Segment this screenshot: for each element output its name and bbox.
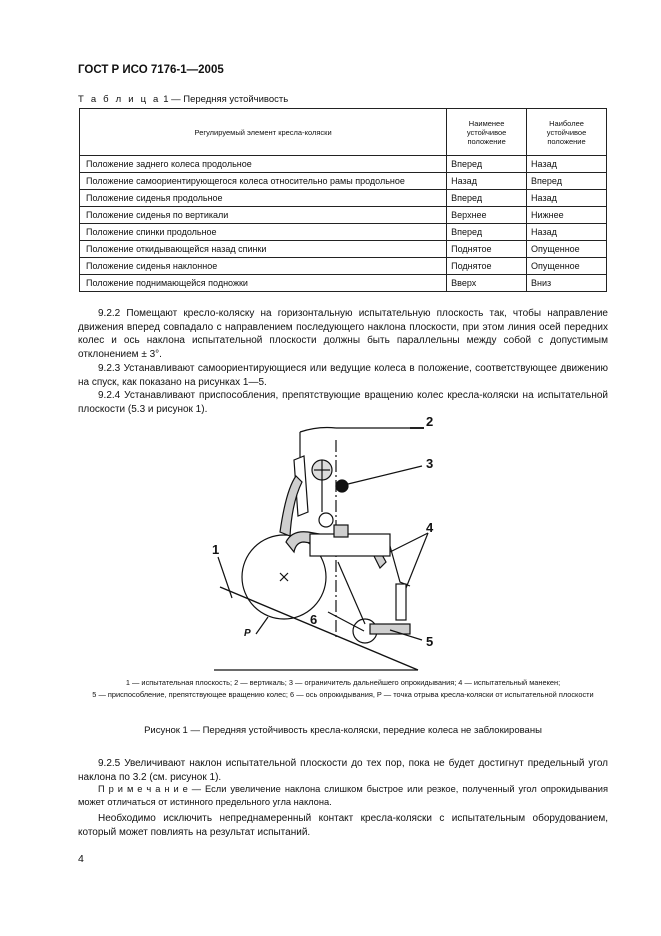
- table-cell: Назад: [447, 173, 527, 190]
- table-row: [80, 275, 607, 292]
- leader-4a: [390, 533, 428, 552]
- figure-label-6: 6: [310, 612, 318, 627]
- table-cell: Положение спинки продольное: [80, 224, 447, 241]
- table-caption-prefix: Т а б л и ц а: [78, 94, 161, 105]
- table-cell: Вверх: [447, 275, 527, 292]
- figure-caption: Рисунок 1 — Передняя устойчивость кресла-коляски, передние колеса не заблокированы: [144, 725, 542, 736]
- table-cell: Вперед: [527, 173, 607, 190]
- mannequin-leg: [390, 546, 410, 586]
- angle-arc: [300, 428, 336, 433]
- figure-label-1: 1: [212, 542, 220, 557]
- leader-p: [256, 617, 268, 634]
- table-cell: Вперед: [447, 224, 527, 241]
- table-cell: Положение сиденья продольное: [80, 190, 447, 207]
- note-block: [78, 783, 608, 809]
- stability-table: [79, 108, 607, 292]
- table-cell: Положение самоориентирующегося колеса относительно рамы продольное: [80, 173, 447, 190]
- table-cell: Опущенное: [527, 258, 607, 275]
- mannequin-body: [310, 534, 390, 556]
- table-cell: Вперед: [447, 156, 527, 173]
- figure-label-2: 2: [426, 414, 434, 429]
- table-cell: Поднятое: [447, 241, 527, 258]
- document-header: ГОСТ Р ИСО 7176-1—2005: [78, 64, 224, 76]
- table-cell: Вперед: [447, 190, 527, 207]
- leader-3: [348, 466, 422, 484]
- table-row: [80, 173, 607, 190]
- leader-1: [218, 557, 232, 598]
- leader-4b: [406, 533, 428, 588]
- table-row: [80, 241, 607, 258]
- table-cell: Назад: [527, 156, 607, 173]
- figure-label-p: P: [244, 628, 251, 639]
- figure-label-4: 4: [426, 520, 434, 535]
- mannequin-foot: [396, 584, 406, 620]
- table-cell: Нижнее: [527, 207, 607, 224]
- limiter-knob: [336, 480, 348, 492]
- table-cell: Положение сиденья наклонное: [80, 258, 447, 275]
- page-number: 4: [78, 853, 84, 865]
- table-caption: [78, 94, 288, 105]
- table-cell: Положение сиденья по вертикали: [80, 207, 447, 224]
- table-row: [80, 224, 607, 241]
- paragraph-9-2-2: 9.2.2 Помещают кресло-коляску на горизонтальную испытательную плоскость так, чтобы направление движения вперед совпадало с направлением последующего наклона плоскости, при этом линия осей передних колес и ось наклона испытательной плоскости должны быть параллельны между собой с допустимым отклонением ± 3°.: [78, 308, 608, 360]
- table-cell: Положение заднего колеса продольное: [80, 156, 447, 173]
- table-row: [80, 156, 607, 173]
- paragraph-final: Необходимо исключить непреднамеренный контакт кресла-коляски с испытательным оборудованием, который может повлиять на результат испытаний.: [78, 813, 608, 838]
- table-row: [80, 190, 607, 207]
- table-cell: Вниз: [527, 275, 607, 292]
- paragraph-9-2-4: 9.2.4 Устанавливают приспособления, препятствующие вращению колес кресла-коляски на испытательной плоскости (5.3 и рисунок 1).: [78, 390, 608, 415]
- wheel-chock: [370, 624, 410, 634]
- table-cell: Назад: [527, 190, 607, 207]
- limiter-bracket: [334, 525, 348, 537]
- table-header-row: [80, 109, 607, 156]
- table-cell: Опущенное: [527, 241, 607, 258]
- figure-legend-line-1: 1 — испытательная плоскость; 2 — вертикаль; 3 — ограничитель дальнейшего опрокидывания; 4 — испытательный манекен;: [125, 678, 561, 687]
- figure-label-3: 3: [426, 456, 434, 471]
- support-bar: [338, 562, 365, 624]
- paragraph-9-2-5: 9.2.5 Увеличивают наклон испытательной плоскости до тех пор, пока не будет достигнут предельный угол наклона по 3.2 (см. рисунок 1).: [78, 758, 608, 783]
- table-caption-title: 1 — Передняя устойчивость: [163, 94, 289, 105]
- limiter-pivot: [319, 513, 333, 527]
- table-cell: Положение поднимающейся подножки: [80, 275, 447, 292]
- table-cell: Положение откидывающейся назад спинки: [80, 241, 447, 258]
- note-text: Если увеличение наклона слишком быстрое или резкое, полученный угол опрокидывания может отличаться от истинного предельного угла наклона.: [78, 784, 608, 807]
- table-cell: Поднятое: [447, 258, 527, 275]
- table-row: [80, 207, 607, 224]
- column-header: Наиболее устойчивое положение: [527, 109, 607, 156]
- figure-legend-line-2: 5 — приспособление, препятствующее вращению колес; 6 — ось опрокидывания, P — точка отрыва кресла-коляски от испытательной плоскости: [92, 690, 594, 699]
- column-header: Наименее устойчивое положение: [447, 109, 527, 156]
- table-row: [80, 258, 607, 275]
- table-cell: Назад: [527, 224, 607, 241]
- note-label: П р и м е ч а н и е —: [98, 784, 202, 794]
- column-header: Регулируемый элемент кресла-коляски: [80, 109, 447, 156]
- paragraph-9-2-3: 9.2.3 Устанавливают самоориентирующиеся или ведущие колеса в положение, соответствующее движению на спуск, как показано на рисунках 1—5.: [78, 363, 608, 388]
- table-cell: Верхнее: [447, 207, 527, 224]
- wheelchair-stability-figure: [200, 412, 440, 674]
- figure-label-5: 5: [426, 634, 434, 649]
